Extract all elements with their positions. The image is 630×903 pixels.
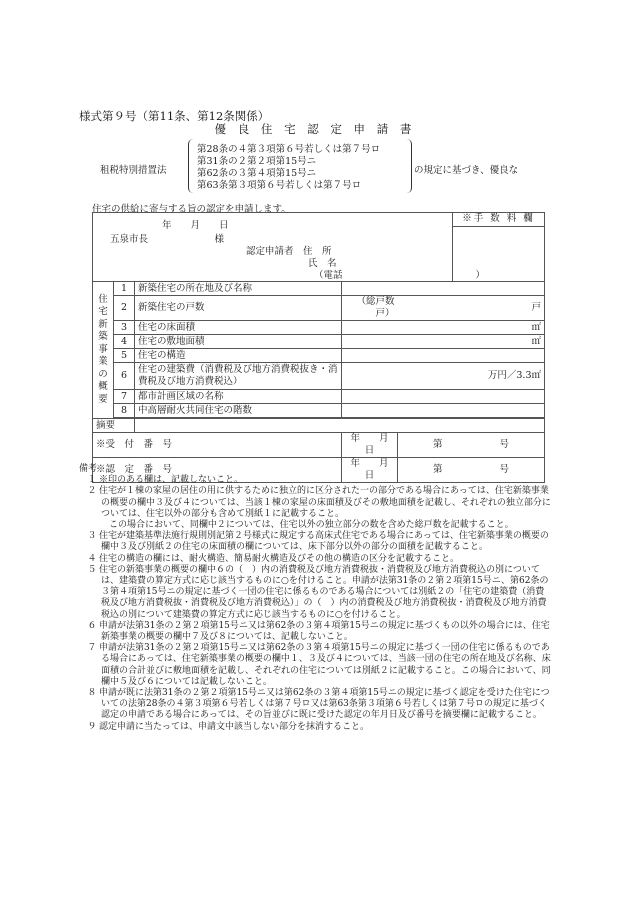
note-number: １ — [87, 475, 97, 486]
approval-date: 年 月 日 — [342, 458, 398, 483]
note-subtext: この場合において、同欄中２については、住宅以外の独立部分の数を含めた総戸数を記載すること。 — [109, 520, 514, 531]
row-number: 3 — [114, 321, 135, 335]
note-item — [79, 486, 551, 520]
note-item — [79, 554, 551, 565]
row-number: 1 — [114, 282, 135, 296]
project-group-label — [93, 282, 114, 419]
note-text: 申請が法第31条の２第２項第15号ニ又は第62条の３第４項第15号ニの規定に基づくもの以外の場合には、住宅新築事業の概要の欄中７及び８については、記載しないこと。 — [99, 620, 550, 643]
note-text: 申請が法第31条の２第２項第15号ニ又は第62条の３第４項第15号ニの規定に基づく一団の住宅に係るものである場合にあっては、住宅新築事業の概要の欄中１、３及び４については、当該一団の住宅の所在地及び名称、床面積の合計並びに敷地面積を記載し、それぞれの住宅については別紙２に記載すること。この場合において、同欄中５及び６については記載しないこと。 — [99, 643, 551, 687]
note-number: ９ — [87, 721, 97, 732]
receipt-row — [93, 433, 545, 458]
applicant-address-label[interactable]: 認定申請者 住 所 — [246, 246, 332, 257]
remarks-label: 摘要 — [93, 419, 135, 433]
row-label: 住宅の敷地面積 — [135, 335, 342, 349]
note-number: ８ — [87, 688, 97, 699]
row-label: 住宅の建築費（消費税及び地方消費税抜き・消費税及び地方消費税込） — [135, 363, 342, 390]
law-article-4: 第63条第３項第６号若しくは第７号ロ — [197, 180, 362, 191]
note-number: ６ — [87, 620, 97, 631]
table-row — [93, 363, 545, 390]
application-statement: 住宅の供給に寄与する旨の認定を申請します。 — [92, 204, 291, 215]
note-text: 住宅の新築事業の概要の欄中６の（ ）内の消費税及び地方消費税抜・消費税及び地方消費税込の別については、建築費の算定方式に応じ該当するものに○を付けること。申請が法第31条の２第２項第15号ニ、第62条の３第４項第15号ニの規定に基づく一団の住宅に係るものである場合については別紙２の「住宅の建築費（消費税及び地方消費税抜・消費税及び地方消費税込）」の（ ）内の消費税及び地方消費税抜・消費税及び地方消費税込の別について建築費の算定方式に応じ該当するものに○を付けること。 — [99, 564, 549, 620]
row-value[interactable] — [342, 349, 545, 363]
note-item — [79, 688, 551, 722]
applicant-name-label[interactable]: 氏 名 — [308, 258, 337, 269]
row-value[interactable]: （総戸数 戸） — [342, 296, 398, 321]
row-number: 4 — [114, 335, 135, 349]
application-date[interactable]: 年 月 日 — [162, 220, 229, 231]
row-value[interactable] — [342, 404, 545, 418]
note-item — [79, 475, 551, 486]
approval-number: 第 号 — [398, 458, 545, 483]
note-number: ７ — [87, 643, 97, 654]
receipt-label: ※受 付 番 号 — [93, 433, 342, 458]
addressee: 五泉市長 様 — [110, 234, 225, 245]
applicant-phone[interactable]: （電話 ） — [314, 270, 486, 281]
table-row — [93, 335, 545, 349]
receipt-date: 年 月 日 — [342, 433, 398, 458]
row-unit[interactable]: ㎡ — [342, 321, 545, 335]
row-label: 住宅の床面積 — [135, 321, 342, 335]
row-unit[interactable]: ㎡ — [342, 335, 545, 349]
row-label: 新築住宅の所在地及び名称 — [135, 282, 342, 296]
note-number: ５ — [87, 564, 97, 575]
row-value[interactable] — [342, 390, 545, 404]
notes-section — [79, 464, 551, 733]
note-item — [79, 643, 551, 688]
note-text: ※印のある欄は、記載しないこと。 — [99, 475, 244, 486]
project-group-text: 住宅新築事業の概要 — [98, 293, 108, 405]
document-title: 優 良 住 宅 認 定 申 請 書 — [214, 122, 416, 136]
note-item — [79, 531, 551, 553]
note-item — [79, 565, 551, 621]
law-article-1: 第28条の４第３項第６号若しくは第７号ロ — [197, 144, 381, 155]
table-row — [93, 349, 545, 363]
note-text: 認定申請に当たっては、申請文中該当しない部分を抹消すること。 — [99, 721, 370, 732]
row-number: 8 — [114, 404, 135, 418]
remarks-value[interactable] — [135, 419, 545, 433]
note-number: ４ — [87, 553, 97, 564]
receipt-number: 第 号 — [398, 433, 545, 458]
row-number: 6 — [114, 363, 135, 390]
row-label: 新築住宅の戸数 — [135, 296, 342, 321]
row-number: 7 — [114, 390, 135, 404]
table-row — [93, 282, 545, 296]
note-number: ２ — [87, 486, 97, 497]
row-number: 5 — [114, 349, 135, 363]
table-row — [93, 321, 545, 335]
law-name: 租税特別措置法 — [100, 165, 167, 176]
row-label: 住宅の構造 — [135, 349, 342, 363]
law-article-3: 第62条の３第４項第15号ニ — [197, 168, 317, 179]
law-article-2: 第31条の２第２項第15号ニ — [197, 156, 317, 167]
note-text: 住宅の構造の欄には、耐火構造、簡易耐火構造及びその他の構造の区分を記載すること。 — [99, 553, 460, 564]
table-row — [93, 296, 545, 321]
project-table — [92, 281, 545, 486]
row-number: 2 — [114, 296, 135, 321]
table-row — [93, 390, 545, 404]
row-value[interactable] — [342, 282, 545, 296]
note-text: 住宅が１棟の家屋の居住の用に供するために独立的に区分された一の部分である場合にあっては、住宅新築事業の概要の欄中３及び４については、当該１棟の家屋の床面積及びその敷地面積を記載し、それぞれの独立部分については、住宅以外の部分も含めて別紙１に記載すること。 — [99, 486, 551, 519]
table-row — [93, 404, 545, 418]
row-label: 都市計画区域の名称 — [135, 390, 342, 404]
law-suffix: の規定に基づき、優良な — [414, 165, 519, 176]
note-text: 住宅が建築基準法施行規則別記第２号様式に規定する高床式住宅である場合にあっては、住宅新築事業の概要の欄中３及び別紙２の住宅の床面積の欄については、床下部分以外の部分の面積を記載すること。 — [99, 531, 549, 553]
note-text: 申請が既に法第31条の２第２項第15号ニ又は第62条の３第４項第15号ニの規定に基づく認定を受けた住宅についての法第28条の４第３項第６号若しくは第７号ロ又は第63条第３項第６号若しくは第７号ロの規定に基づく認定の申請である場合にあっては、その旨並びに既に受けた認定の年月日及び番号を摘要欄に記載すること。 — [99, 688, 550, 721]
approval-label: ※認 定 番 号 — [93, 458, 342, 483]
fee-label: ※手 数 料 欄 — [452, 212, 545, 227]
row-label: 中高層耐火共同住宅の階数 — [135, 404, 342, 418]
note-item — [79, 722, 551, 733]
law-articles-bracket — [188, 139, 412, 193]
note-number: ３ — [87, 531, 97, 542]
remarks-row — [93, 419, 545, 433]
note-item — [79, 621, 551, 643]
form-number: 様式第９号（第11条、第12条関係） — [79, 109, 270, 123]
row-unit[interactable]: 万円／3.3㎡ — [342, 363, 545, 390]
row-unit: 戸 — [398, 296, 545, 321]
notes-title: 備考 — [79, 464, 98, 474]
